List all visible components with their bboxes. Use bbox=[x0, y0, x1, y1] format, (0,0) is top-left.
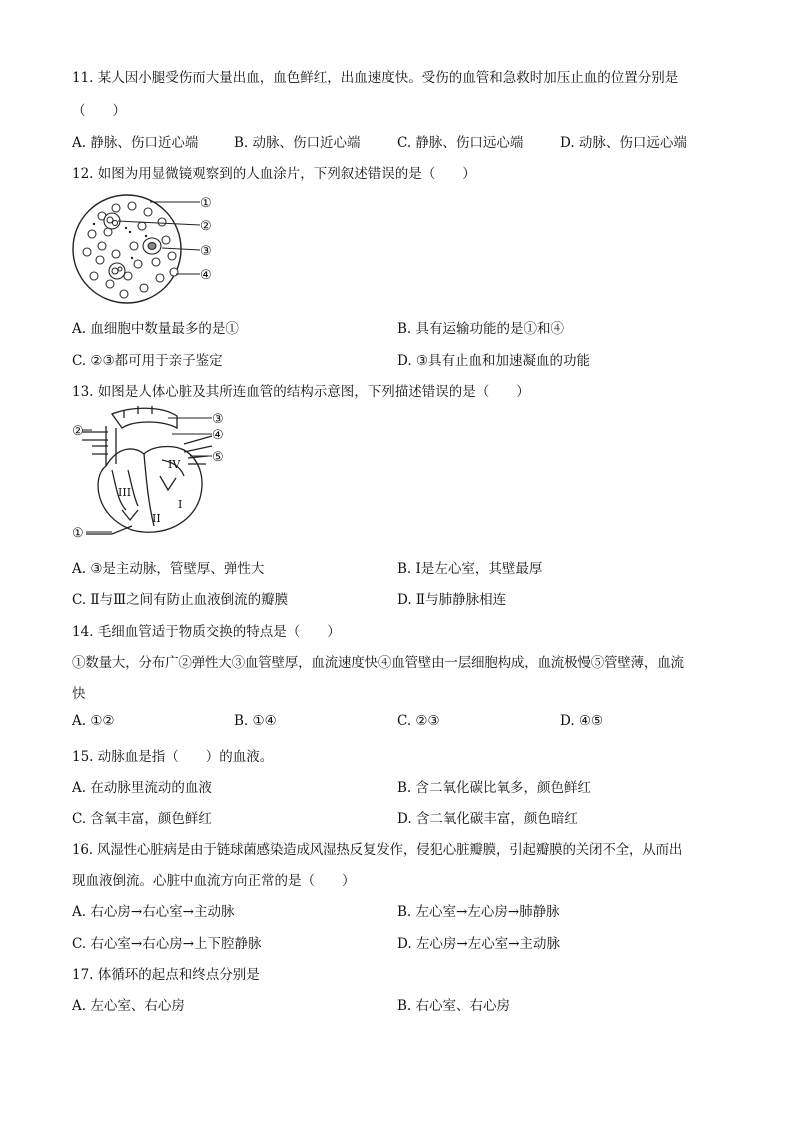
question-12-option-d: D. ③具有止血和加速凝血的功能 bbox=[397, 353, 591, 369]
chamber-iv: IV bbox=[168, 458, 181, 471]
question-13-option-b: B. Ⅰ是左心室，其壁最厚 bbox=[397, 561, 543, 577]
question-13-option-c: C. Ⅱ与Ⅲ之间有防止血液倒流的瓣膜 bbox=[72, 592, 289, 608]
label-3: ③ bbox=[200, 244, 212, 259]
question-15-option-a: A. 在动脉里流动的血液 bbox=[72, 780, 212, 796]
heart-label-3: ③ bbox=[212, 412, 224, 427]
question-15-option-d: D. 含二氧化碳丰富，颜色暗红 bbox=[397, 811, 578, 827]
mitral-valve bbox=[160, 476, 176, 490]
question-16-stem-2: 现血液倒流。心脏中血流方向正常的是（ ） bbox=[72, 873, 356, 889]
heart-diagram bbox=[72, 406, 232, 542]
blood-smear-figure bbox=[72, 188, 232, 310]
question-16-option-c: C. 右心室→右心房→上下腔静脉 bbox=[72, 936, 262, 952]
question-15-option-c: C. 含氧丰富，颜色鲜红 bbox=[72, 811, 212, 827]
white-blood-cell-2 bbox=[143, 238, 161, 254]
question-11-option-d: D. 动脉、伤口远心端 bbox=[560, 135, 687, 151]
question-14-option-a: A. ①② bbox=[72, 713, 115, 729]
heart-outline bbox=[98, 447, 202, 533]
question-14-choices-line: ①数量大，分布广②弹性大③血管壁厚，血流速度快④血管壁由一层细胞构成，血流极慢⑤管壁薄，血流 bbox=[72, 655, 684, 671]
blood-smear-diagram bbox=[72, 188, 232, 310]
heart-label-1: ① bbox=[72, 526, 84, 541]
label-4: ④ bbox=[200, 268, 212, 283]
question-12-option-b: B. 具有运输功能的是①和④ bbox=[397, 321, 565, 337]
question-16-option-d: D. 左心房→左心室→主动脉 bbox=[397, 936, 561, 952]
question-15-stem: 15. 动脉血是指（ ）的血液。 bbox=[72, 749, 274, 765]
question-16-option-a: A. 右心房→右心室→主动脉 bbox=[72, 904, 235, 920]
pulmonary-vein-right bbox=[188, 456, 208, 464]
heart-label-4: ④ bbox=[212, 428, 224, 443]
question-14-choices-line-2: 快 bbox=[72, 686, 86, 702]
question-14-stem: 14. 毛细血管适于物质交换的特点是（ ） bbox=[72, 624, 341, 640]
question-11-blank: （ ） bbox=[72, 103, 126, 119]
question-16-option-b: B. 左心室→左心房→肺静脉 bbox=[397, 904, 560, 920]
question-17-option-b: B. 右心室、右心房 bbox=[397, 998, 511, 1014]
question-16-stem: 16. 风湿性心脏病是由于链球菌感染造成风湿热反复发作，侵犯心脏瓣膜，引起瓣膜的关闭不全，从而出 bbox=[72, 842, 683, 858]
question-11-option-a: A. 静脉、伤口近心端 bbox=[72, 135, 199, 151]
aortic-arch bbox=[112, 408, 177, 428]
question-12-option-a: A. 血细胞中数量最多的是① bbox=[72, 321, 239, 337]
question-14-option-d: D. ④⑤ bbox=[560, 713, 604, 729]
question-11-option-b: B. 动脉、伤口近心端 bbox=[234, 135, 361, 151]
white-blood-cell-3 bbox=[109, 263, 125, 279]
heart-label-5: ⑤ bbox=[212, 450, 224, 465]
white-blood-cell-1 bbox=[104, 213, 120, 229]
question-17-option-a: A. 左心室、右心房 bbox=[72, 998, 185, 1014]
chamber-i: I bbox=[178, 498, 183, 511]
question-14-option-c: C. ②③ bbox=[397, 713, 440, 729]
chamber-iii: III bbox=[118, 486, 132, 499]
question-12-option-c: C. ②③都可用于亲子鉴定 bbox=[72, 353, 223, 369]
label-2: ② bbox=[200, 219, 212, 234]
heart-label-2: ② bbox=[72, 424, 84, 439]
question-12-stem: 12. 如图为用显微镜观察到的人血涂片，下列叙述错误的是（ ） bbox=[72, 166, 476, 182]
pulmonary-vessel-left bbox=[82, 432, 108, 440]
question-13-option-d: D. Ⅱ与肺静脉相连 bbox=[397, 592, 507, 608]
question-13-option-a: A. ③是主动脉，管壁厚、弹性大 bbox=[72, 561, 265, 577]
question-13-stem: 13. 如图是人体心脏及其所连血管的结构示意图，下列描述错误的是（ ） bbox=[72, 384, 530, 400]
tricuspid-valve bbox=[122, 510, 138, 520]
heart-figure bbox=[72, 406, 232, 542]
chamber-ii: II bbox=[152, 512, 161, 525]
question-17-stem: 17. 体循环的起点和终点分别是 bbox=[72, 967, 260, 983]
question-11-option-c: C. 静脉、伤口远心端 bbox=[397, 135, 524, 151]
pulmonary-vessel-right bbox=[184, 436, 212, 452]
question-14-option-b: B. ①④ bbox=[234, 713, 277, 729]
question-11-stem: 11. 某人因小腿受伤而大量出血，血色鲜红，出血速度快。受伤的血管和急救时加压止血的位置分别是 bbox=[72, 70, 679, 86]
label-1: ① bbox=[200, 196, 212, 211]
question-15-option-b: B. 含二氧化碳比氧多，颜色鲜红 bbox=[397, 780, 592, 796]
